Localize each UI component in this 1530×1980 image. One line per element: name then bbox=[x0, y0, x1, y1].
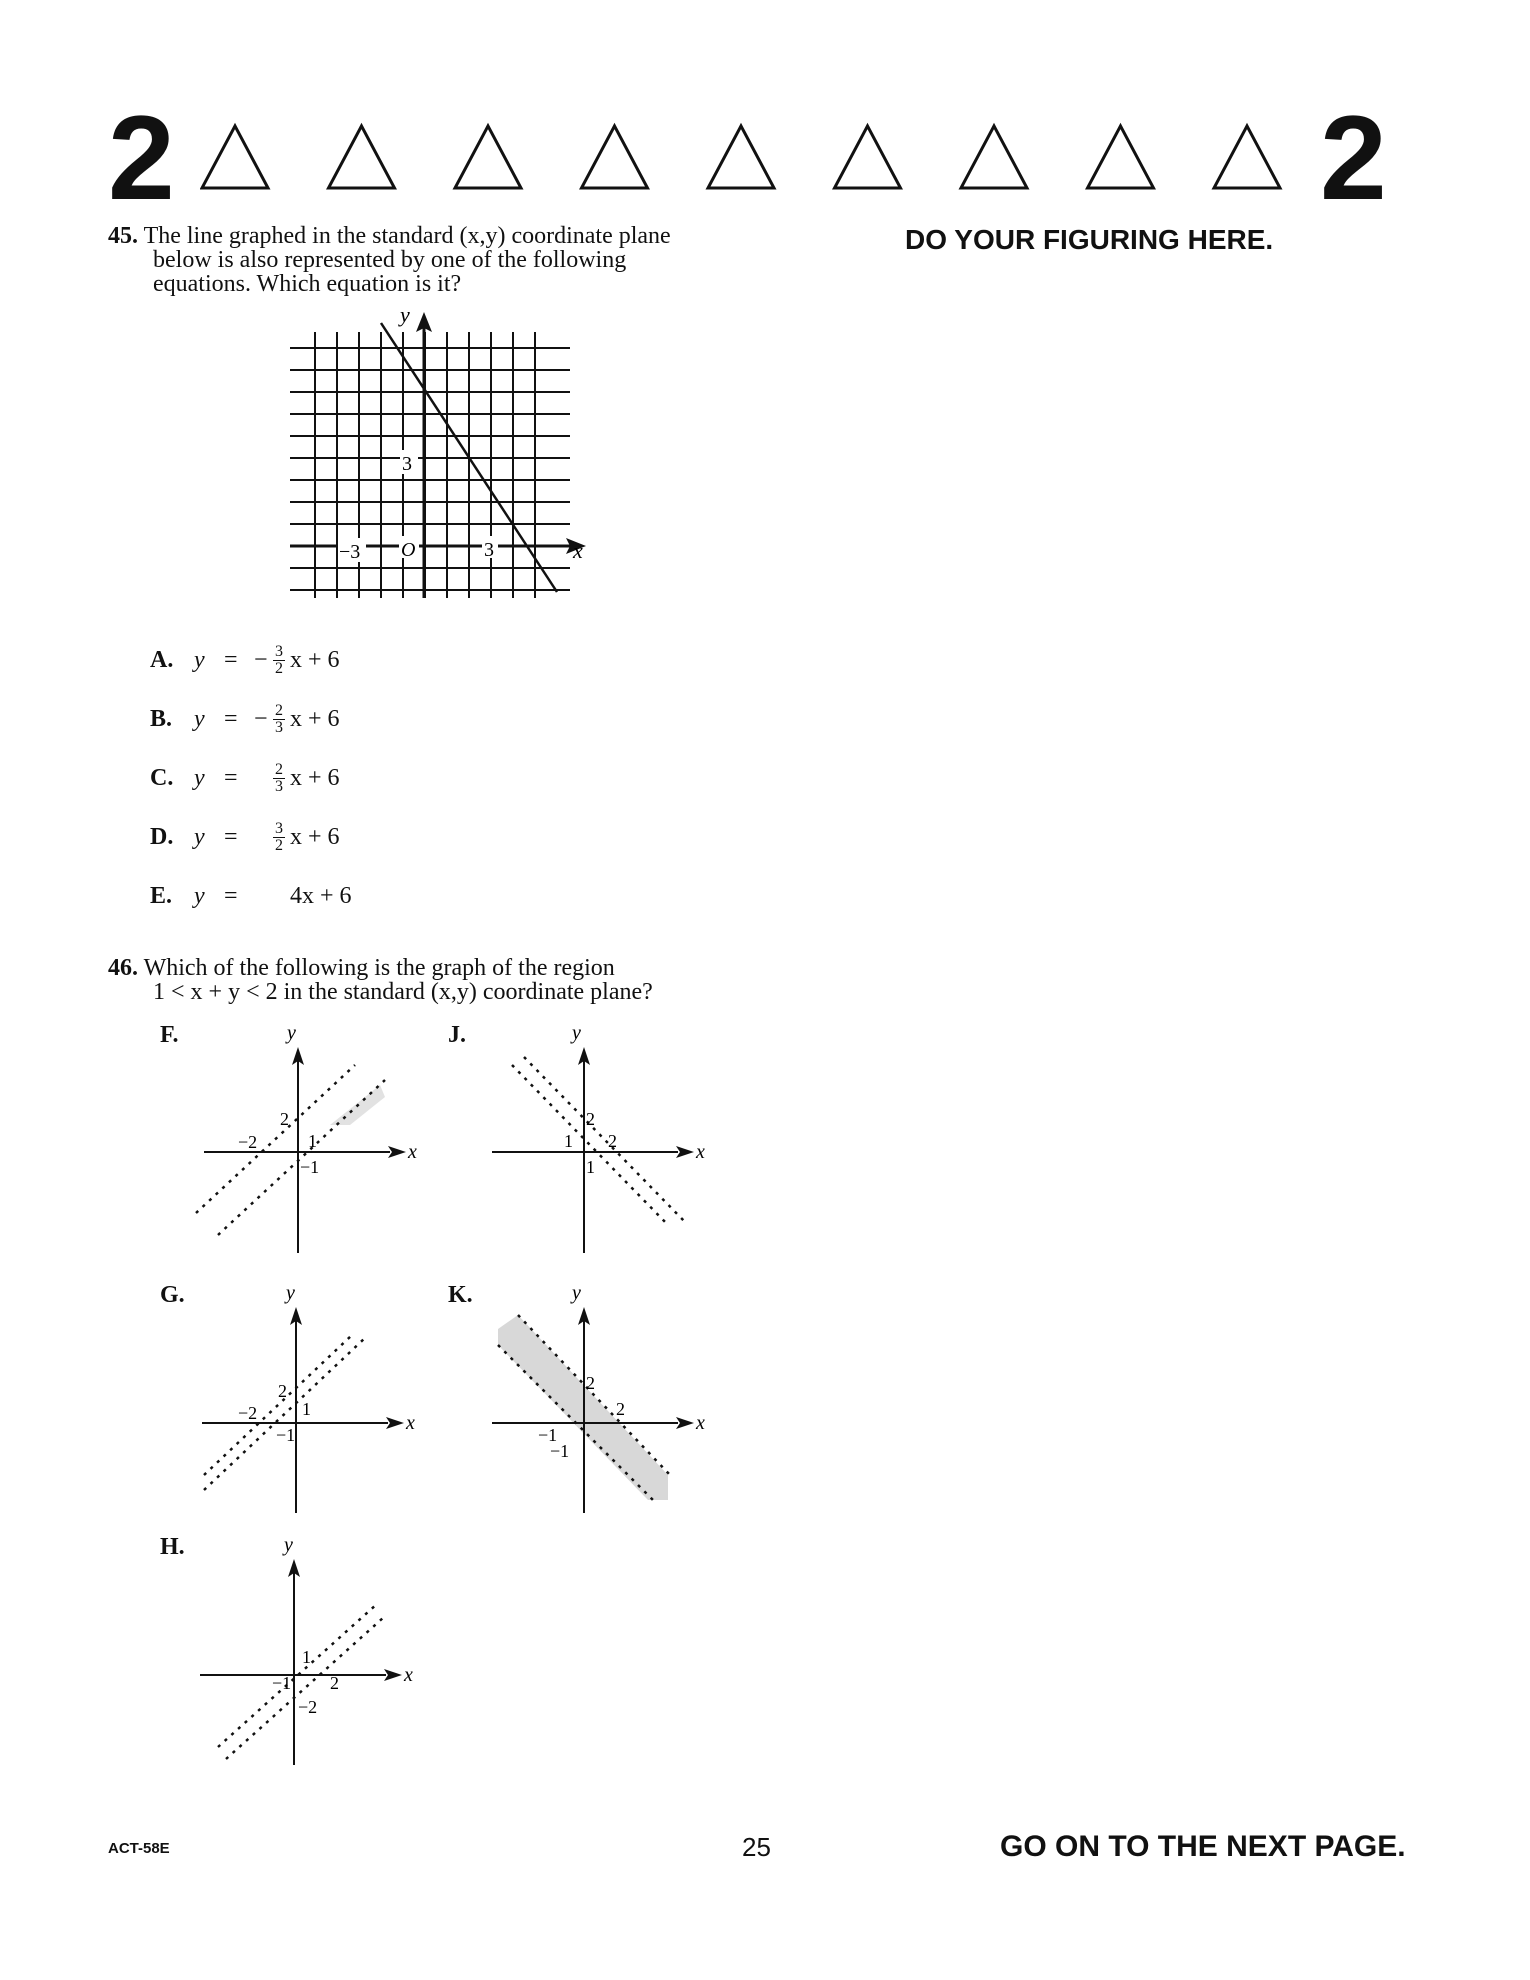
q46-graph-K[interactable] bbox=[488, 1285, 728, 1515]
svg-text:x: x bbox=[404, 1664, 413, 1686]
choice-letter: E. bbox=[150, 882, 173, 909]
svg-text:1: 1 bbox=[564, 1131, 573, 1151]
svg-text:−2: −2 bbox=[238, 1403, 258, 1423]
q46-graph-G[interactable] bbox=[190, 1285, 430, 1515]
svg-text:−1: −1 bbox=[538, 1425, 558, 1445]
svg-text:x: x bbox=[696, 1141, 705, 1163]
svg-text:−1: −1 bbox=[276, 1425, 296, 1445]
choice-letter: C. bbox=[150, 764, 174, 791]
section-number-right: 2 bbox=[1320, 91, 1387, 225]
svg-text:−2: −2 bbox=[238, 1132, 258, 1152]
svg-text:2: 2 bbox=[278, 1381, 287, 1401]
q46-choice-F-letter[interactable]: F. bbox=[160, 1022, 179, 1048]
q46-text-line2: 1 < x + y < 2 in the standard (x,y) coordinate plane? bbox=[153, 979, 653, 1005]
header-triangle bbox=[1214, 126, 1280, 188]
choice-y: y bbox=[194, 823, 205, 850]
choice-y: y bbox=[194, 646, 205, 673]
choice-eq: = bbox=[224, 705, 238, 732]
q46-graph-F[interactable] bbox=[190, 1025, 430, 1255]
choice-rest: x + 6 bbox=[290, 705, 340, 732]
header-triangle bbox=[961, 126, 1027, 188]
svg-text:1: 1 bbox=[302, 1399, 311, 1419]
svg-text:−2: −2 bbox=[298, 1697, 318, 1717]
svg-text:x: x bbox=[406, 1412, 415, 1434]
q45-number: 45. bbox=[108, 223, 138, 249]
q45-choice-A[interactable] bbox=[150, 640, 352, 680]
choice-y: y bbox=[194, 882, 205, 909]
figuring-note: DO YOUR FIGURING HERE. bbox=[905, 224, 1274, 255]
next-page-note: GO ON TO THE NEXT PAGE. bbox=[1000, 1830, 1406, 1863]
svg-text:−1: −1 bbox=[550, 1441, 570, 1461]
svg-text:2: 2 bbox=[608, 1131, 617, 1151]
header-triangle bbox=[708, 126, 774, 188]
q45-choice-E[interactable] bbox=[150, 876, 352, 916]
svg-text:y: y bbox=[284, 1537, 293, 1556]
q46-graph-H[interactable] bbox=[190, 1537, 430, 1767]
q45-text-line2: below is also represented by one of the following bbox=[153, 247, 627, 273]
svg-text:y: y bbox=[287, 1025, 296, 1044]
svg-text:−1: −1 bbox=[300, 1157, 320, 1177]
svg-text:y: y bbox=[572, 1025, 581, 1044]
q45-y-label: y bbox=[400, 302, 410, 327]
page-number: 25 bbox=[742, 1832, 771, 1862]
q46-number: 46. bbox=[108, 955, 138, 981]
q46-prompt bbox=[108, 956, 653, 1004]
q46-choice-H-letter[interactable]: H. bbox=[160, 1534, 185, 1560]
choice-eq: = bbox=[224, 823, 238, 850]
header-triangle bbox=[202, 126, 268, 188]
choice-letter: B. bbox=[150, 705, 173, 732]
q45-tick-xneg3: −3 bbox=[339, 541, 361, 563]
choice-letter: D. bbox=[150, 823, 174, 850]
q45-x-label: x bbox=[573, 538, 583, 563]
svg-text:1: 1 bbox=[308, 1131, 317, 1151]
choice-eq: = bbox=[224, 646, 238, 673]
svg-text:x: x bbox=[696, 1412, 705, 1434]
footer-code: ACT-58E bbox=[108, 1840, 170, 1857]
svg-text:2: 2 bbox=[616, 1399, 625, 1419]
choice-y: y bbox=[194, 764, 205, 791]
svg-text:1: 1 bbox=[302, 1647, 311, 1667]
choice-eq: = bbox=[224, 764, 238, 791]
choice-fraction: $\frac{3}{2}$ bbox=[275, 642, 283, 677]
svg-text:y: y bbox=[286, 1285, 295, 1304]
q45-tick-x3: 3 bbox=[484, 539, 494, 561]
section-number-left: 2 bbox=[108, 91, 175, 225]
header-triangle bbox=[455, 126, 521, 188]
triangle-row bbox=[200, 120, 1300, 200]
choice-fraction: $\frac{2}{3}$ bbox=[275, 701, 283, 736]
svg-text:x: x bbox=[408, 1141, 417, 1163]
choice-rest: x + 6 bbox=[290, 764, 340, 791]
q45-origin: O bbox=[401, 539, 416, 561]
header-triangle bbox=[582, 126, 648, 188]
choice-sign: − bbox=[254, 705, 268, 732]
q45-graph bbox=[280, 300, 600, 610]
choice-sign: − bbox=[254, 646, 268, 673]
q46-choice-G-letter[interactable]: G. bbox=[160, 1282, 185, 1308]
q45-text-line3: equations. Which equation is it? bbox=[153, 271, 462, 297]
choice-rest: 4x + 6 bbox=[290, 882, 352, 909]
svg-text:−1: −1 bbox=[272, 1673, 292, 1693]
header-triangle bbox=[1088, 126, 1154, 188]
svg-text:2: 2 bbox=[330, 1673, 339, 1693]
choice-letter: A. bbox=[150, 646, 174, 673]
svg-text:2: 2 bbox=[586, 1109, 595, 1129]
q45-choice-C[interactable] bbox=[150, 758, 352, 798]
q46-text-line1: Which of the following is the graph of the region bbox=[143, 955, 615, 981]
q45-text-line1: The line graphed in the standard (x,y) coordinate plane bbox=[143, 223, 671, 249]
choice-y: y bbox=[194, 705, 205, 732]
q45-tick-y3: 3 bbox=[402, 453, 412, 475]
q45-choices bbox=[150, 640, 352, 935]
svg-text:1: 1 bbox=[586, 1157, 595, 1177]
q45-choice-B[interactable] bbox=[150, 699, 352, 739]
header-triangle bbox=[329, 126, 395, 188]
q46-choice-K-letter[interactable]: K. bbox=[448, 1282, 473, 1308]
svg-text:2: 2 bbox=[586, 1373, 595, 1393]
choice-rest: x + 6 bbox=[290, 646, 340, 673]
choice-fraction: $\frac{2}{3}$ bbox=[275, 760, 283, 795]
choice-rest: x + 6 bbox=[290, 823, 340, 850]
choice-fraction: $\frac{3}{2}$ bbox=[275, 819, 283, 854]
q46-choice-J-letter[interactable]: J. bbox=[448, 1022, 466, 1048]
svg-text:2: 2 bbox=[280, 1109, 289, 1129]
choice-eq: = bbox=[224, 882, 238, 909]
header-triangle bbox=[835, 126, 901, 188]
q46-graph-J[interactable] bbox=[488, 1025, 728, 1255]
q45-choice-D[interactable] bbox=[150, 817, 352, 857]
q45-prompt bbox=[108, 224, 671, 296]
svg-text:y: y bbox=[572, 1285, 581, 1304]
